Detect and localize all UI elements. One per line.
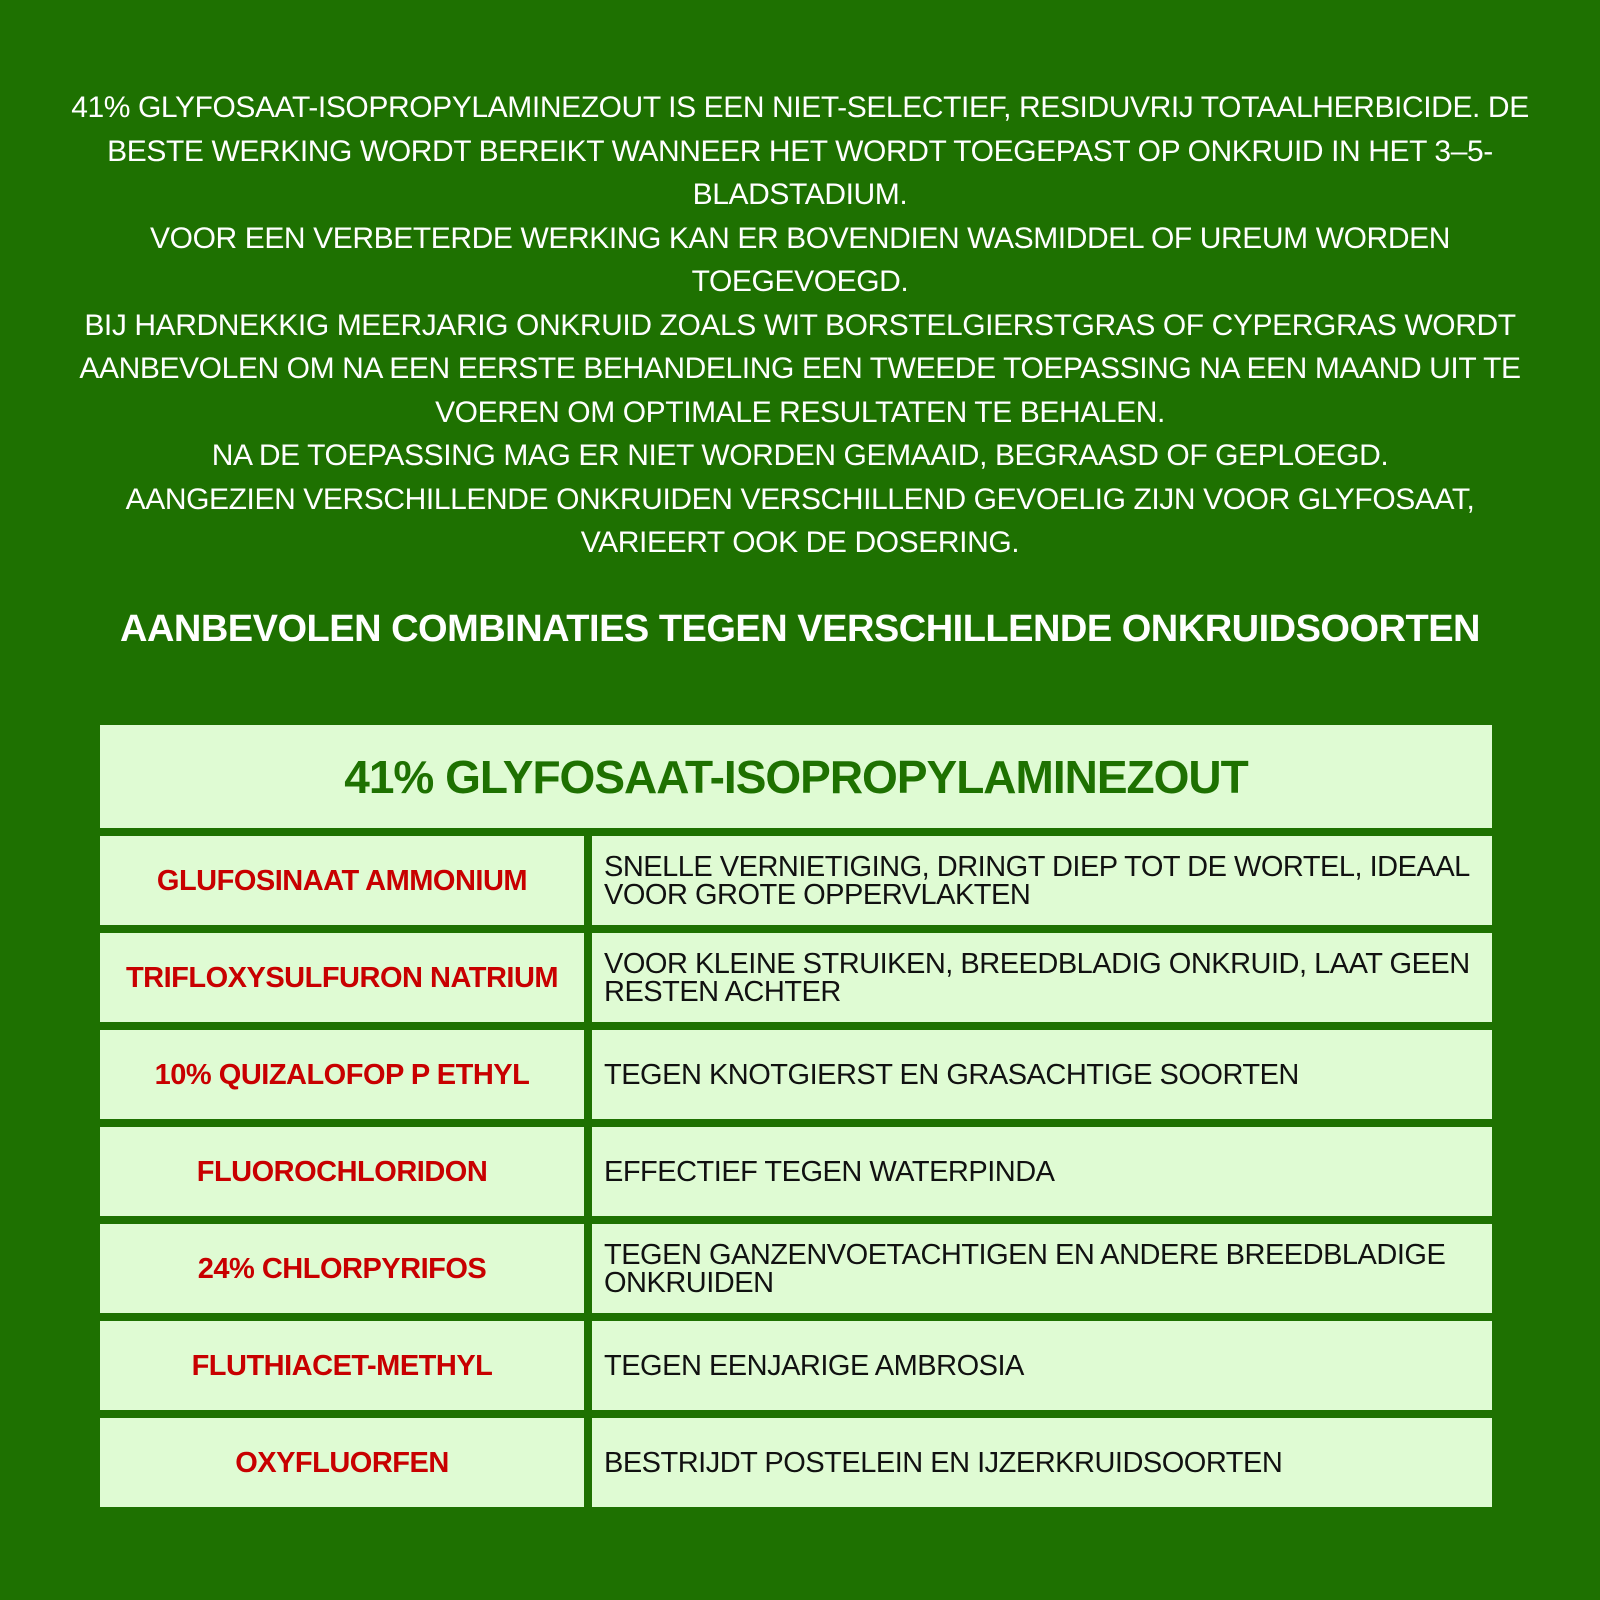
herbicide-name: TRIFLOXYSULFURON NATRIUM xyxy=(100,933,584,1022)
combination-table xyxy=(100,725,1492,1507)
intro-paragraph: NA DE TOEPASSING MAG ER NIET WORDEN GEMAAID, BEGRAASD OF GEPLOEGD. xyxy=(211,439,1389,472)
table-row xyxy=(100,1127,1492,1216)
intro-paragraph: 41% GLYFOSAAT-ISOPROPYLAMINEZOUT IS EEN NIET-SELECTIEF, RESIDUVRIJ TOTAALHERBICIDE. DE BESTE WERKING WORDT BEREIKT WANNEER HET WORDT TOEGEPAST OP ONKRUID IN HET 3–5-BLADSTADIUM. xyxy=(71,91,1529,211)
herbicide-name: FLUOROCHLORIDON xyxy=(100,1127,584,1216)
herbicide-description: TEGEN KNOTGIERST EN GRASACHTIGE SOORTEN xyxy=(592,1030,1492,1119)
table-row xyxy=(100,933,1492,1022)
herbicide-description: SNELLE VERNIETIGING, DRINGT DIEP TOT DE WORTEL, IDEAAL VOOR GROTE OPPERVLAKTEN xyxy=(592,836,1492,925)
herbicide-name: FLUTHIACET-METHYL xyxy=(100,1321,584,1410)
herbicide-description: TEGEN GANZENVOETACHTIGEN EN ANDERE BREEDBLADIGE ONKRUIDEN xyxy=(592,1224,1492,1313)
herbicide-name: 10% QUIZALOFOP P ETHYL xyxy=(100,1030,584,1119)
herbicide-name: OXYFLUORFEN xyxy=(100,1418,584,1507)
table-row xyxy=(100,1418,1492,1507)
table-row xyxy=(100,836,1492,925)
table-header: 41% GLYFOSAAT-ISOPROPYLAMINEZOUT xyxy=(100,725,1492,828)
herbicide-name: GLUFOSINAAT AMMONIUM xyxy=(100,836,584,925)
table-row xyxy=(100,1321,1492,1410)
herbicide-name: 24% CHLORPYRIFOS xyxy=(100,1224,584,1313)
intro-paragraph: AANGEZIEN VERSCHILLENDE ONKRUIDEN VERSCHILLEND GEVOELIG ZIJN VOOR GLYFOSAAT, VARIEERT OOK DE DOSERING. xyxy=(125,482,1475,559)
intro-text xyxy=(60,86,1540,565)
herbicide-description: EFFECTIEF TEGEN WATERPINDA xyxy=(592,1127,1492,1216)
herbicide-description: VOOR KLEINE STRUIKEN, BREEDBLADIG ONKRUID, LAAT GEEN RESTEN ACHTER xyxy=(592,933,1492,1022)
table-row xyxy=(100,1030,1492,1119)
intro-paragraph: VOOR EEN VERBETERDE WERKING KAN ER BOVENDIEN WASMIDDEL OF UREUM WORDEN TOEGEVOEGD. xyxy=(150,221,1450,298)
herbicide-description: TEGEN EENJARIGE AMBROSIA xyxy=(592,1321,1492,1410)
section-title: AANBEVOLEN COMBINATIES TEGEN VERSCHILLENDE ONKRUIDSOORTEN xyxy=(120,608,1480,650)
table-row xyxy=(100,1224,1492,1313)
intro-paragraph: BIJ HARDNEKKIG MEERJARIG ONKRUID ZOALS WIT BORSTELGIERSTGRAS OF CYPERGRAS WORDT AANBEVOLEN OM NA EEN EERSTE BEHANDELING EEN TWEEDE TOEPASSING NA EEN MAAND UIT TE VOEREN OM OPTIMALE RESULTATEN TE BEHALEN. xyxy=(79,308,1521,429)
herbicide-description: BESTRIJDT POSTELEIN EN IJZERKRUIDSOORTEN xyxy=(592,1418,1492,1507)
